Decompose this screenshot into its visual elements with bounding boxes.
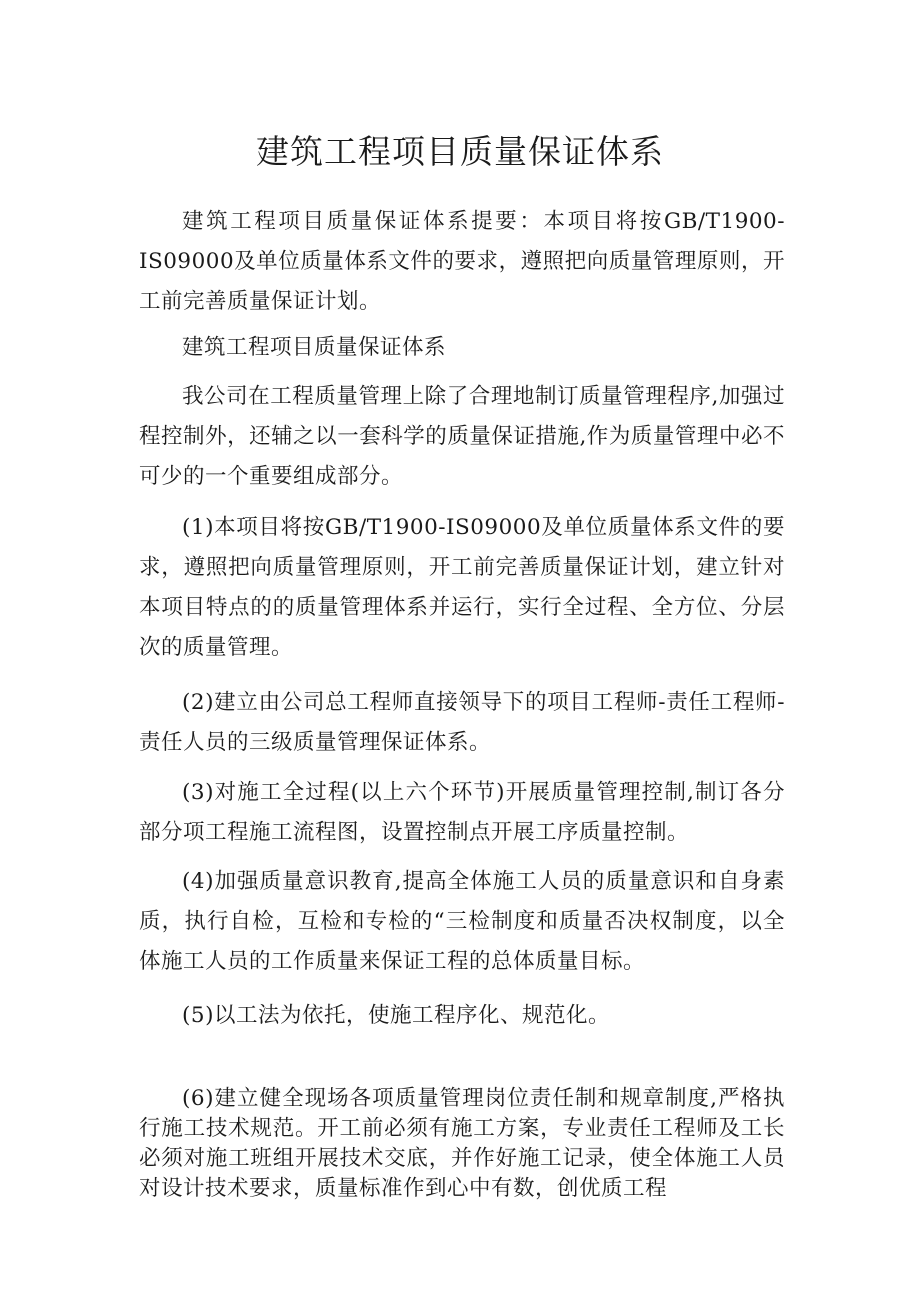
item-1-paragraph: (1)本项目将按GB/T1900-IS09000及单位质量体系文件的要求，遵照把向质量管理原则，开工前完善质量保证计划，建立针对本项目特点的的质量管理体系并运行，实行全过程、全方位、分层次的质量管理。 (139, 515, 785, 660)
item-4-paragraph: (4)加强质量意识教育,提高全体施工人员的质量意识和自身素质，执行自检，互检和专检的“三检制度和质量否决权制度，以全体施工人员的工作质量来保证工程的总体质量目标。 (139, 869, 785, 974)
summary-paragraph: 建筑工程项目质量保证体系提要：本项目将按GB/T1900-IS09000及单位质量体系文件的要求，遵照把向质量管理原则，开工前完善质量保证计划。 (139, 209, 785, 314)
document-title: 建筑工程项目质量保证体系 (256, 132, 664, 171)
item-2-paragraph: (2)建立由公司总工程师直接领导下的项目工程师-责任工程师-责任人员的三级质量管理保证体系。 (139, 690, 785, 755)
intro-paragraph: 我公司在工程质量管理上除了合理地制订质量管理程序,加强过程控制外，还辅之以一套科学的质量保证措施,作为质量管理中必不可少的一个重要组成部分。 (139, 384, 785, 489)
item-6-paragraph: (6)建立健全现场各项质量管理岗位责任制和规章制度,严格执行施工技术规范。开工前必须有施工方案，专业责任工程师及工长必须对施工班组开展技术交底，并作好施工记录，使全体施工人员对设计技术要求，质量标准作到心中有数，创优质工程 (139, 1086, 785, 1201)
item-5-paragraph: (5)以工法为依托，使施工程序化、规范化。 (182, 1003, 610, 1028)
item-3-paragraph: (3)对施工全过程(以上六个环节)开展质量管理控制,制订各分部分项工程施工流程图，设置控制点开展工序质量控制。 (139, 780, 785, 845)
section-heading: 建筑工程项目质量保证体系 (182, 335, 447, 360)
